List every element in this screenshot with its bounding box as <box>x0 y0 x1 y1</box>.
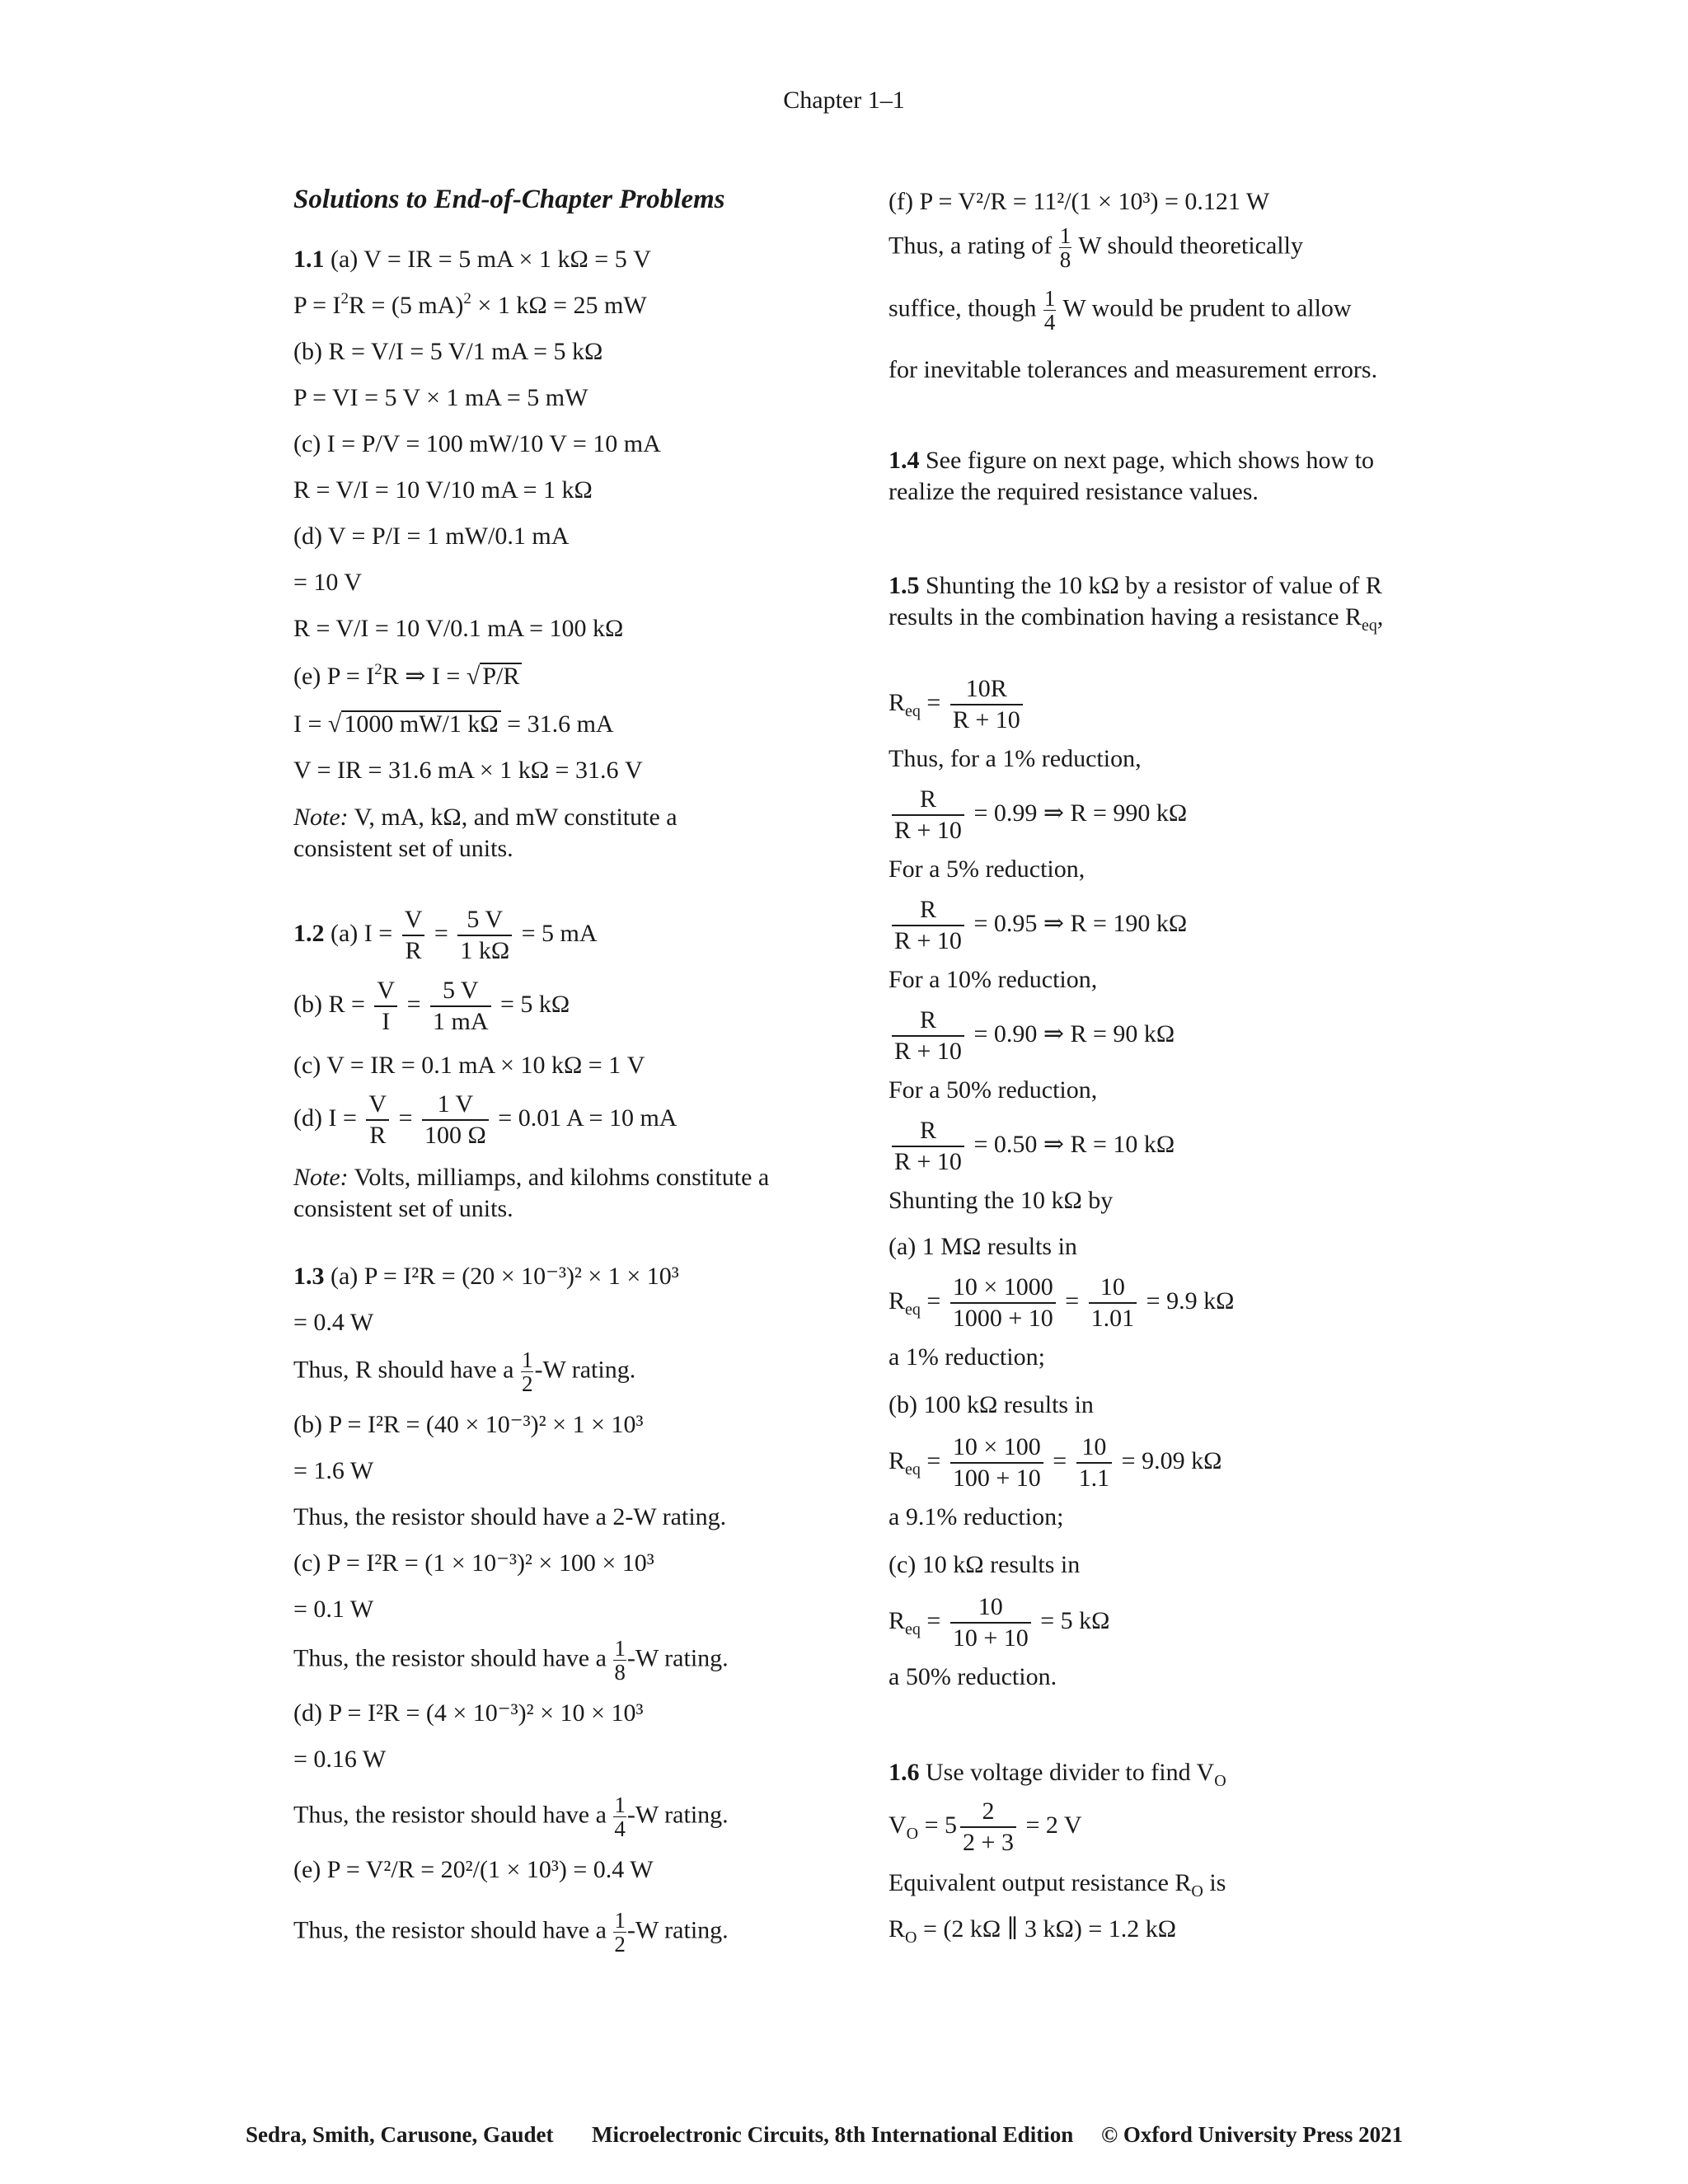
problem-number: 1.4 <box>889 447 920 474</box>
eq-part: = 0.90 ⇒ R = 90 kΩ <box>967 1019 1175 1047</box>
fraction <box>1089 1272 1137 1333</box>
text-part: W would be prudent to allow <box>1057 294 1352 322</box>
problem-1-5-r50 <box>889 1116 1175 1177</box>
numerator: 1 <box>614 1793 626 1817</box>
fraction <box>430 976 491 1037</box>
problem-1-6 <box>889 1759 1226 1790</box>
problem-1-3-c2: = 0.1 W <box>293 1596 374 1623</box>
eq-part: R <box>889 688 906 716</box>
problem-1-3-f: (f) P = V²/R = 11²/(1 × 10³) = 0.121 W <box>889 188 1270 215</box>
problem-1-6-ro <box>889 1915 1177 1947</box>
numerator: 1 <box>1043 286 1056 311</box>
numerator: 1 <box>521 1347 533 1372</box>
numerator: R <box>919 896 936 923</box>
problem-1-3-b3: Thus, the resistor should have a 2-W rating. <box>293 1503 727 1530</box>
text-part: Thus, the resistor should have a <box>293 1916 613 1944</box>
problem-1-5-a-res: a 1% reduction; <box>889 1343 1045 1371</box>
problem-1-1-c: (c) I = P/V = 100 mW/10 V = 10 mA <box>293 430 661 457</box>
eq-part: = <box>920 688 947 716</box>
eq-part: P = I <box>293 292 341 319</box>
problem-1-1-d3: R = V/I = 10 V/0.1 mA = 100 kΩ <box>293 615 624 642</box>
equation: (a) P = I²R = (20 × 10⁻³)² × 1 × 10³ <box>331 1263 679 1290</box>
page-header: Chapter 1–1 <box>783 87 905 114</box>
problem-1-1-a <box>293 247 651 272</box>
fraction <box>613 1793 626 1840</box>
denominator: 10 + 10 <box>950 1622 1031 1653</box>
denominator: 4 <box>614 1816 626 1841</box>
denominator: R <box>366 1119 389 1151</box>
numerator: 1 <box>614 1636 626 1661</box>
problem-1-6-vo <box>889 1797 1082 1858</box>
radicand: 1000 mW/1 kΩ <box>341 710 500 737</box>
problem-1-6-t <box>889 1869 1226 1900</box>
eq-part: (d) I = <box>293 1104 363 1132</box>
fraction <box>950 674 1023 735</box>
eq-part: = 0.50 ⇒ R = 10 kΩ <box>967 1130 1175 1158</box>
problem-1-5-b-res: a 9.1% reduction; <box>889 1503 1064 1530</box>
eq-part: R = (5 mA) <box>348 292 464 319</box>
text-part: is <box>1203 1869 1226 1896</box>
subscript: O <box>905 1929 917 1947</box>
equation: (a) V = IR = 5 mA × 1 kΩ = 5 V <box>331 246 651 273</box>
fraction <box>960 1797 1016 1858</box>
eq-part: = <box>1046 1446 1073 1474</box>
subscript: eq <box>905 1619 921 1638</box>
denominator: R + 10 <box>892 925 964 956</box>
problem-1-5-c: (c) 10 kΩ results in <box>889 1551 1081 1578</box>
text-part: Equivalent output resistance R <box>889 1869 1192 1896</box>
eq-part: I = √ <box>293 710 342 738</box>
problem-1-5-b-eq <box>889 1432 1221 1493</box>
numerator: V <box>404 906 423 933</box>
numerator: 1 V <box>437 1090 474 1118</box>
denominator: 1000 + 10 <box>950 1302 1056 1333</box>
eq-part: = 0.01 A = 10 mA <box>491 1104 678 1132</box>
problem-1-3-b: (b) P = I²R = (40 × 10⁻³)² × 1 × 10³ <box>293 1411 644 1438</box>
problem-1-1-c2: R = V/I = 10 V/10 mA = 1 kΩ <box>293 476 593 504</box>
numerator: 10 <box>1100 1273 1125 1301</box>
problem-1-3-d: (d) P = I²R = (4 × 10⁻³)² × 10 × 10³ <box>293 1699 644 1727</box>
fraction <box>1059 224 1072 271</box>
numerator: V <box>377 977 396 1004</box>
note-text: Volts, milliamps, and kilohms constitute a consistent set of units. <box>293 1164 770 1222</box>
numerator: 10R <box>965 675 1007 702</box>
problem-1-3-a <box>293 1264 679 1289</box>
text-part: W should theoretically <box>1072 232 1303 260</box>
fraction <box>892 1116 964 1177</box>
subscript: eq <box>905 1300 921 1319</box>
denominator: 8 <box>1059 247 1071 272</box>
problem-1-5-r1 <box>889 785 1187 846</box>
problem-1-1-a2 <box>293 290 647 319</box>
text-part: -W rating. <box>626 1644 729 1672</box>
problem-1-3-c: (c) P = I²R = (1 × 10⁻³)² × 100 × 10³ <box>293 1549 654 1577</box>
denominator: R + 10 <box>950 704 1023 735</box>
problem-1-5-t5: For a 5% reduction, <box>889 855 1085 883</box>
numerator: R <box>919 785 936 813</box>
denominator: 4 <box>1043 310 1056 335</box>
numerator: R <box>919 1006 936 1033</box>
eq-part: (b) R = <box>293 990 372 1018</box>
problem-1-5-b: (b) 100 kΩ results in <box>889 1391 1094 1418</box>
eq-part: = 5 <box>918 1811 958 1839</box>
subscript: eq <box>905 701 921 720</box>
problem-1-2-a <box>293 905 598 966</box>
problem-1-5-shunt: Shunting the 10 kΩ by <box>889 1187 1114 1214</box>
problem-number: 1.1 <box>293 246 325 273</box>
fraction <box>457 905 512 966</box>
text-part: -W rating. <box>626 1916 729 1944</box>
eq-part: = 0.99 ⇒ R = 990 kΩ <box>967 799 1188 827</box>
fraction <box>950 1432 1043 1493</box>
radicand: P/R <box>480 663 522 689</box>
problem-1-5-c-eq <box>889 1592 1109 1653</box>
problem-1-1-e2 <box>293 710 614 737</box>
problem-1-5-t10: For a 10% reduction, <box>889 966 1098 993</box>
eq-part: = <box>401 990 428 1018</box>
eq-part: R <box>889 1606 906 1634</box>
eq-part: = 5 kΩ <box>1034 1606 1110 1634</box>
problem-1-3-f-t1 <box>889 224 1303 271</box>
fraction <box>402 905 425 966</box>
eq-part: = (2 kΩ ∥ 3 kΩ) = 1.2 kΩ <box>917 1915 1177 1943</box>
text-part: -W rating. <box>534 1356 636 1384</box>
eq-part: = <box>920 1606 947 1634</box>
numerator: 10 × 1000 <box>952 1273 1053 1301</box>
denominator: 2 <box>614 1932 626 1957</box>
problem-1-3-f-t2 <box>889 287 1352 334</box>
problem-1-5-t50: For a 50% reduction, <box>889 1076 1098 1104</box>
problem-1-1-b2: P = VI = 5 V × 1 mA = 5 mW <box>293 384 588 411</box>
eq-part: = 2 V <box>1019 1811 1082 1839</box>
paragraph-text: Shunting the 10 kΩ by a resistor of value of R results in the combination having a resistance R <box>889 572 1382 630</box>
text-part: suffice, though <box>889 294 1043 322</box>
fraction <box>374 976 397 1037</box>
problem-1-5-a: (a) 1 MΩ results in <box>889 1233 1077 1260</box>
problem-1-5-c-res: a 50% reduction. <box>889 1663 1057 1690</box>
text-part: Thus, a rating of <box>889 232 1058 260</box>
eq-part: × 1 kΩ = 25 mW <box>471 292 647 319</box>
eq-part: = <box>392 1104 419 1132</box>
numerator: 5 V <box>442 977 479 1004</box>
paragraph-text: , <box>1376 603 1384 630</box>
denominator: 100 Ω <box>422 1119 489 1151</box>
problem-1-1-note <box>293 802 755 865</box>
eq-part: R <box>889 1446 906 1474</box>
problem-1-3-a3 <box>293 1348 635 1395</box>
problem-1-5-r10 <box>889 1005 1175 1066</box>
eq-part: = <box>1058 1286 1085 1315</box>
subscript: O <box>1191 1882 1203 1900</box>
problem-1-3-a2: = 0.4 W <box>293 1309 374 1336</box>
fraction <box>950 1272 1056 1333</box>
numerator: V <box>368 1090 387 1118</box>
eq-sup: 2 <box>463 290 471 307</box>
eq-part: = 5 kΩ <box>494 990 570 1018</box>
problem-1-2-b <box>293 976 570 1037</box>
numerator: R <box>919 1117 936 1144</box>
denominator: R + 10 <box>892 1035 964 1066</box>
problem-1-2-d <box>293 1090 677 1151</box>
denominator: 1.01 <box>1089 1302 1137 1333</box>
paragraph-text: Use voltage divider to find V <box>919 1759 1215 1786</box>
problem-1-3-e: (e) P = V²/R = 20²/(1 × 10³) = 0.4 W <box>293 1856 654 1883</box>
eq-part: = 5 mA <box>515 919 598 947</box>
denominator: 8 <box>614 1660 626 1685</box>
text-part: Thus, the resistor should have a <box>293 1644 613 1672</box>
eq-part: = 9.9 kΩ <box>1140 1286 1235 1315</box>
footer-copyright: © Oxford University Press 2021 <box>1101 2122 1404 2147</box>
eq-sup: 2 <box>374 661 382 678</box>
fraction <box>422 1090 489 1151</box>
numerator: 10 <box>978 1593 1003 1620</box>
denominator: 1 mA <box>430 1005 491 1037</box>
eq-part: (a) I = <box>331 919 399 947</box>
note-label: Note: <box>293 804 349 831</box>
eq-part: = <box>920 1286 947 1315</box>
problem-1-3-c3 <box>293 1637 729 1684</box>
numerator: 10 <box>1081 1433 1107 1460</box>
section-title: Solutions to End-of-Chapter Problems <box>293 185 725 214</box>
fraction <box>613 1637 626 1684</box>
problem-1-3-f-t3: for inevitable tolerances and measurement errors. <box>889 356 1378 383</box>
problem-number: 1.5 <box>889 572 920 599</box>
problem-1-2-c: (c) V = IR = 0.1 mA × 10 kΩ = 1 V <box>293 1052 645 1079</box>
note-text: V, mA, kΩ, and mW constitute a consistent set of units. <box>293 804 678 862</box>
denominator: R + 10 <box>892 1146 964 1177</box>
subscript: O <box>1214 1772 1226 1790</box>
denominator: 2 + 3 <box>960 1826 1016 1858</box>
problem-1-1-b: (b) R = V/I = 5 V/1 mA = 5 kΩ <box>293 338 603 365</box>
problem-1-3-e2 <box>293 1909 729 1956</box>
denominator: 100 + 10 <box>950 1462 1043 1493</box>
subscript: eq <box>1362 616 1377 635</box>
problem-1-3-d2: = 0.16 W <box>293 1746 387 1773</box>
fraction <box>1076 1432 1113 1493</box>
problem-1-1-d: (d) V = P/I = 1 mW/0.1 mA <box>293 523 570 550</box>
denominator: R + 10 <box>892 814 964 846</box>
problem-1-5-t1: Thus, for a 1% reduction, <box>889 745 1142 772</box>
problem-1-5-r5 <box>889 895 1187 956</box>
numerator: 10 × 100 <box>952 1433 1041 1460</box>
problem-1-1-e <box>293 663 522 689</box>
subscript: eq <box>905 1460 921 1479</box>
eq-part: R <box>889 1286 906 1315</box>
problem-number: 1.3 <box>293 1263 325 1290</box>
numerator: 1 <box>614 1908 626 1933</box>
problem-1-1-e3: V = IR = 31.6 mA × 1 kΩ = 31.6 V <box>293 757 643 784</box>
eq-part: R ⇒ I = √ <box>382 663 481 690</box>
subscript: O <box>906 1824 919 1843</box>
problem-1-2-note <box>293 1162 788 1225</box>
footer-authors: Sedra, Smith, Carusone, Gaudet <box>246 2122 554 2147</box>
denominator: R <box>402 935 425 966</box>
numerator: 1 <box>1059 223 1071 248</box>
fraction <box>892 785 964 846</box>
eq-part: = <box>428 919 455 947</box>
denominator: 1 kΩ <box>457 935 512 966</box>
problem-1-3-d3 <box>293 1793 729 1840</box>
numerator: 5 V <box>467 906 504 933</box>
problem-1-5-intro <box>889 570 1400 633</box>
denominator: 1.1 <box>1076 1462 1113 1493</box>
denominator: 2 <box>521 1371 533 1396</box>
eq-part: (e) P = I <box>293 663 375 690</box>
numerator: 2 <box>982 1797 995 1825</box>
paragraph-text: See figure on next page, which shows how to realize the required resistance values. <box>889 447 1375 505</box>
problem-number: 1.2 <box>293 919 325 947</box>
fraction <box>1043 287 1057 334</box>
fraction <box>892 1005 964 1066</box>
eq-part: V <box>889 1811 907 1839</box>
note-label: Note: <box>293 1164 349 1191</box>
problem-1-4 <box>889 445 1400 508</box>
eq-part: = 31.6 mA <box>500 710 614 738</box>
footer-book: Microelectronic Circuits, 8th International Edition <box>592 2122 1074 2147</box>
text-part: Thus, R should have a <box>293 1356 520 1384</box>
eq-part: = 0.95 ⇒ R = 190 kΩ <box>967 909 1188 937</box>
eq-part: = 9.09 kΩ <box>1115 1446 1222 1474</box>
fraction <box>521 1348 534 1395</box>
problem-1-5-a-eq <box>889 1272 1234 1333</box>
problem-1-3-b2: = 1.6 W <box>293 1457 374 1484</box>
fraction <box>892 895 964 956</box>
eq-sup: 2 <box>340 290 349 307</box>
eq-part: = <box>920 1446 947 1474</box>
text-part: Thus, the resistor should have a <box>293 1801 613 1829</box>
text-part: -W rating. <box>626 1801 729 1829</box>
fraction <box>613 1909 626 1956</box>
fraction <box>366 1090 389 1151</box>
eq-part: R <box>889 1915 906 1943</box>
denominator: I <box>374 1005 397 1037</box>
problem-1-1-d2: = 10 V <box>293 569 363 596</box>
problem-number: 1.6 <box>889 1759 920 1786</box>
problem-1-5-req <box>889 674 1026 735</box>
fraction <box>950 1592 1031 1653</box>
